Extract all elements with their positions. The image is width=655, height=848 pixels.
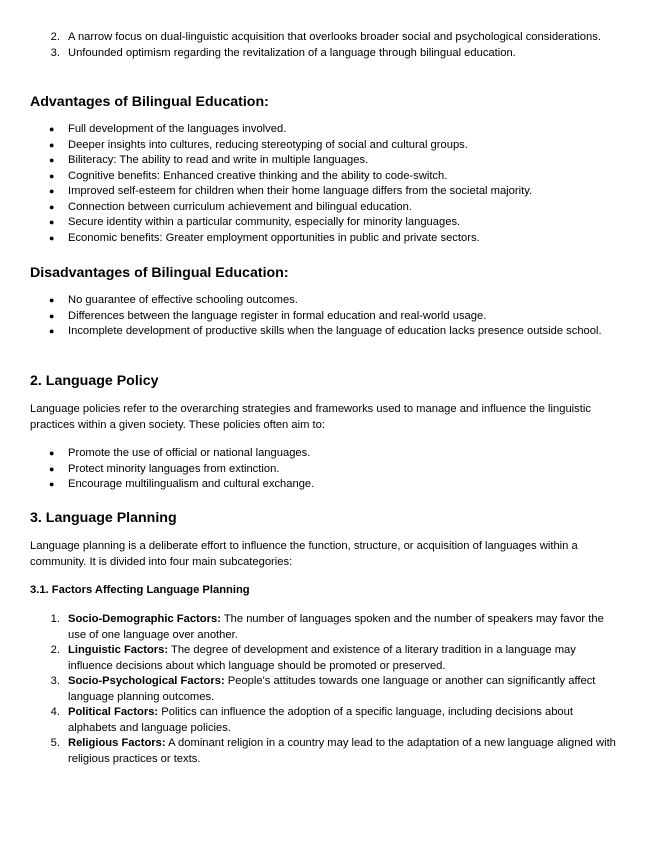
language-policy-heading: 2. Language Policy	[30, 373, 159, 389]
list-item	[30, 705, 620, 736]
factor-label: Religious Factors:	[68, 737, 166, 749]
list-item-text	[68, 674, 620, 705]
list-item-text: Protect minority languages from extinction.	[68, 462, 280, 475]
list-item	[30, 46, 620, 62]
factor-description: People's attitudes towards one language or another can significantly affect language planning outcomes.	[68, 675, 596, 703]
language-policy-list	[30, 446, 620, 493]
list-item-text: Improved self-esteem for children when their home language differs from the societal majority.	[68, 185, 533, 197]
list-number: 2.	[50, 644, 60, 656]
list-item-text: Differences between the language register in formal education and real-world usage.	[68, 309, 487, 322]
list-item	[30, 324, 620, 340]
list-item	[30, 122, 620, 138]
list-item	[30, 643, 620, 674]
bullet-icon: ●	[49, 463, 55, 474]
bullet-icon: ●	[49, 124, 55, 134]
list-item-text: Connection between curriculum achievement and bilingual education.	[68, 200, 412, 213]
list-item	[30, 231, 620, 247]
list-number: 2.	[50, 31, 60, 43]
list-item	[30, 169, 620, 185]
list-item	[30, 215, 620, 231]
bullet-icon: ●	[49, 170, 55, 181]
list-item-text: Promote the use of official or national languages.	[68, 447, 311, 459]
advantages-list	[30, 122, 620, 246]
list-number: 3.	[50, 675, 60, 687]
bullet-icon: ●	[49, 295, 55, 305]
list-item-text	[68, 736, 620, 767]
factor-description: Politics can influence the adoption of a specific language, including decisions about alphabets and language policies.	[68, 706, 573, 734]
language-planning-heading: 3. Language Planning	[30, 510, 177, 526]
disadvantages-list	[30, 293, 620, 340]
list-item-text	[68, 643, 620, 674]
list-number: 1.	[50, 613, 60, 625]
list-item-text	[68, 705, 620, 736]
list-item-text: No guarantee of effective schooling outcomes.	[68, 294, 298, 306]
bullet-icon: ●	[49, 479, 55, 489]
bullet-icon: ●	[49, 186, 55, 196]
list-item	[30, 462, 620, 478]
list-item-text	[68, 612, 620, 643]
bullet-icon: ●	[49, 201, 55, 212]
list-number: 3.	[50, 46, 60, 59]
factor-label: Linguistic Factors:	[68, 644, 169, 656]
list-item	[30, 30, 620, 46]
list-number: 5.	[50, 737, 60, 749]
bullet-icon: ●	[49, 155, 55, 165]
factor-label: Socio-Psychological Factors:	[68, 675, 225, 687]
list-item-text: Secure identity within a particular community, especially for minority languages.	[68, 216, 461, 228]
list-item	[30, 153, 620, 169]
list-item	[30, 138, 620, 154]
list-item-text: Unfounded optimism regarding the revitalization of a language through bilingual education.	[68, 46, 516, 59]
advantages-heading: Advantages of Bilingual Education:	[30, 94, 269, 110]
factor-description: A dominant religion in a country may lead to the adaptation of a new language aligned with religious practices or texts.	[68, 737, 616, 765]
bullet-icon: ●	[49, 448, 55, 458]
language-policy-paragraph: Language policies refer to the overarching strategies and frameworks used to manage and influence the linguistic practices within a given society. These policies often aim to:	[30, 403, 591, 431]
list-item-text: Incomplete development of productive skills when the language of education lacks presence outside school.	[68, 325, 602, 337]
bullet-icon: ●	[49, 139, 55, 150]
list-item	[30, 309, 620, 325]
list-item-text: Biliteracy: The ability to read and write in multiple languages.	[68, 154, 369, 166]
list-item-text: Full development of the languages involved.	[68, 123, 287, 135]
list-item-text: Cognitive benefits: Enhanced creative thinking and the ability to code-switch.	[68, 169, 448, 182]
factors-subheading: 3.1. Factors Affecting Language Planning	[30, 584, 250, 596]
bullet-icon: ●	[49, 217, 55, 227]
intro-numbered-list	[30, 30, 620, 61]
list-item	[30, 200, 620, 216]
list-item	[30, 446, 620, 462]
language-planning-paragraph: Language planning is a deliberate effort to influence the function, structure, or acquisition of languages within a community. It is divided into four main subcategories:	[30, 540, 578, 568]
factor-label: Political Factors:	[68, 706, 159, 718]
list-item	[30, 612, 620, 643]
list-item	[30, 477, 620, 493]
bullet-icon: ●	[49, 326, 55, 336]
list-item-text: Encourage multilingualism and cultural exchange.	[68, 478, 315, 490]
list-item-text: Economic benefits: Greater employment opportunities in public and private sectors.	[68, 231, 480, 244]
list-item-text: Deeper insights into cultures, reducing stereotyping of social and cultural groups.	[68, 138, 468, 151]
factors-list	[30, 612, 620, 767]
list-item	[30, 184, 620, 200]
list-item-text: A narrow focus on dual-linguistic acquisition that overlooks broader social and psychological considerations.	[68, 31, 601, 43]
list-number: 4.	[50, 706, 60, 718]
factor-description: The number of languages spoken and the number of speakers may favor the use of one language over another.	[68, 613, 604, 641]
list-item	[30, 674, 620, 705]
bullet-icon: ●	[49, 232, 55, 243]
factor-description: The degree of development and existence of a literary tradition in a language may influence decisions about which language should be promoted or preserved.	[68, 644, 576, 672]
factor-label: Socio-Demographic Factors:	[68, 613, 221, 625]
bullet-icon: ●	[49, 310, 55, 321]
list-item	[30, 293, 620, 309]
disadvantages-heading: Disadvantages of Bilingual Education:	[30, 265, 289, 281]
list-item	[30, 736, 620, 767]
